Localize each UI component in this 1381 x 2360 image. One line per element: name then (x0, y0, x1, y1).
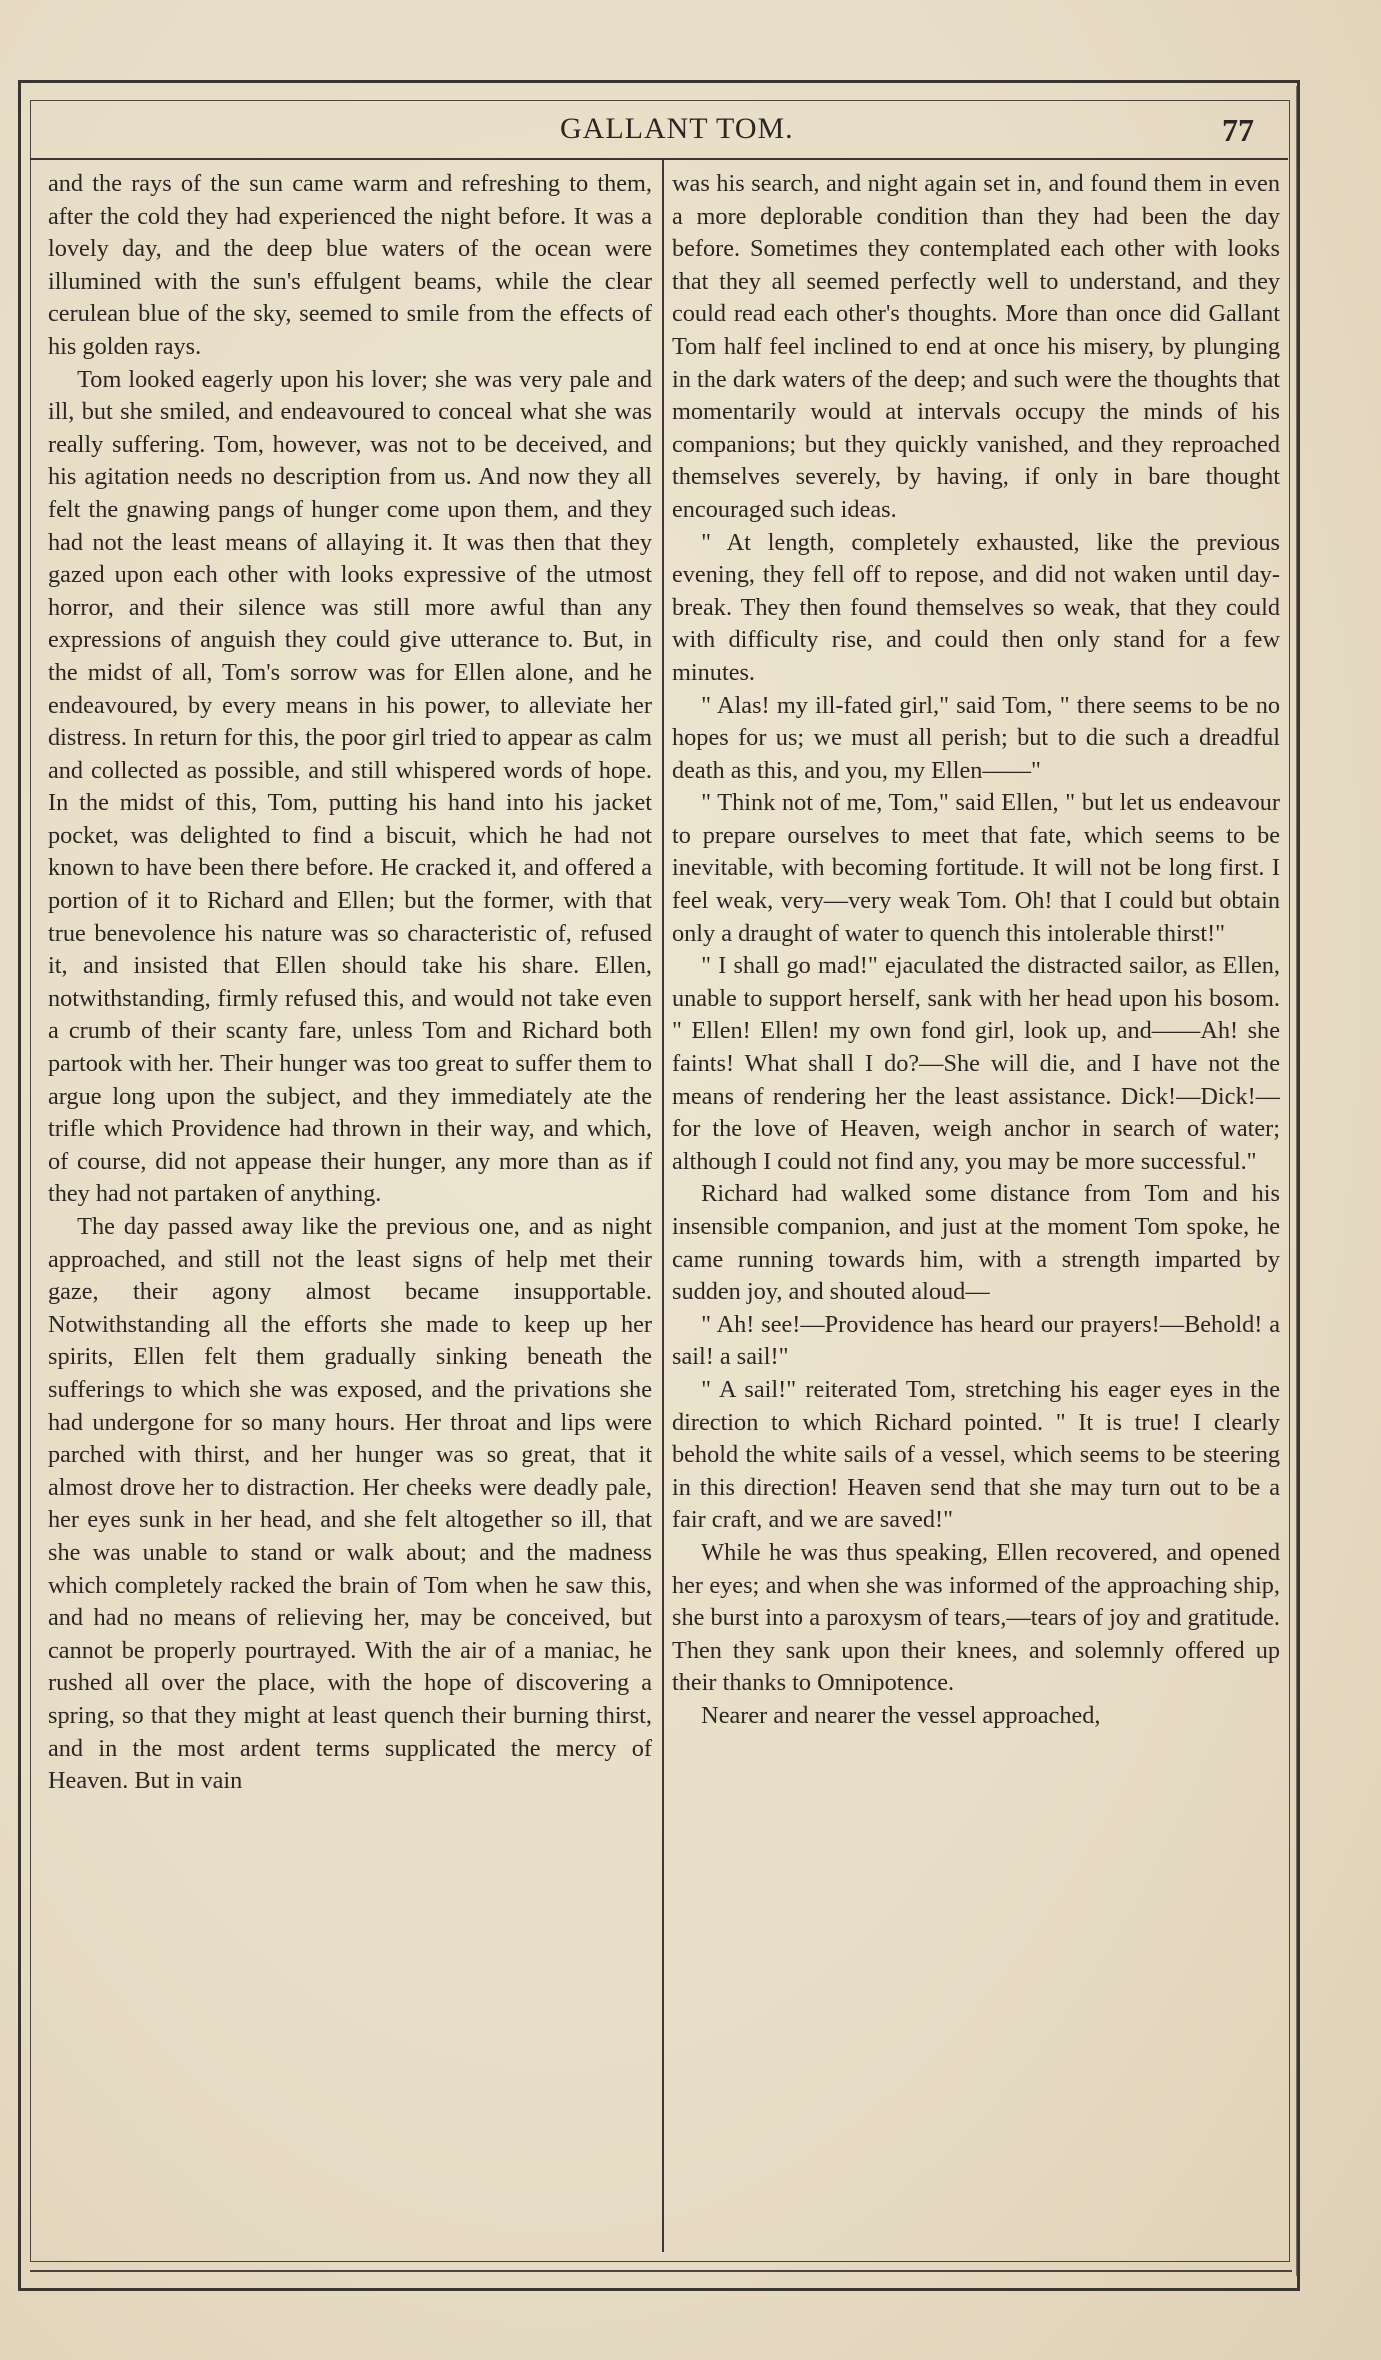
paragraph: Richard had walked some distance from Tom and his insensible companion, and just at the moment Tom spoke, he came running towards him, with a strength imparted by sudden joy, and shouted aloud— (672, 1180, 1280, 1306)
paragraph: Nearer and nearer the vessel approached, (701, 1701, 1101, 1729)
bottom-rule (30, 2270, 1292, 2272)
column-divider (662, 160, 664, 2252)
paragraph: " Think not of me, Tom," said Ellen, " but let us endeavour to prepare ourselves to meet that fate, which seems to be inevitable, with becoming fortitude. It will not be long first. I feel weak, very—very weak Tom. Oh! that I could but obtain only a draught of water to quench this intolerable thirst!" (672, 789, 1280, 947)
right-column (672, 168, 1280, 2244)
paragraph: " A sail!" reiterated Tom, stretching his eager eyes in the direction to which Richard pointed. " It is true! I clearly behold the white sails of a vessel, which seems to be steering in this direction! Heaven send that she may turn out to be a fair craft, and we are saved!" (672, 1375, 1280, 1534)
paragraph: Tom looked eagerly upon his lover; she was very pale and ill, but she smiled, and endeavoured to conceal what she was really suffering. Tom, however, was not to be deceived, and his agitation needs no description from us. And now they all felt the gnawing pangs of hunger come upon them, and they had not the least means of allaying it. It was then that they gazed upon each other with looks expressive of the utmost horror, and their silence was still more awful than any expressions of anguish they could give utterance to. But, in the midst of all, Tom's sorrow was for Ellen alone, and he endeavoured, by every means in his power, to alleviate her distress. In return for this, the poor girl tried to appear as calm and collected as possible, and still whispered words of hope. In the midst of this, Tom, putting his hand into his jacket pocket, was delighted to find a biscuit, which he had not known to have been there before. He cracked it, and offered a portion of it to Richard and Ellen; but the former, with that true benevolence his nature was so characteristic of, refused it, and insisted that Ellen should take his share. Ellen, notwithstanding, firmly refused this, and would not take even a crumb of their scanty fare, unless Tom and Richard both partook with her. Their hunger was too great to suffer them to argue long upon the subject, and they immediately ate the trifle which Providence had thrown in their way, and which, of course, did not appease their hunger, any more than as if they had not partaken of anything. (48, 365, 652, 1208)
paragraph: " Alas! my ill-fated girl," said Tom, " there seems to be no hopes for us; we must all perish; but to die such a dreadful death as this, and you, my Ellen——" (672, 691, 1280, 784)
right-margin-rule (1296, 86, 1298, 2276)
paragraph: was his search, and night again set in, and found them in even a more deplorable condition than they had been the day before. Sometimes they contemplated each other with looks that they all seemed perfectly well to understand, and they could read each other's thoughts. More than once did Gallant Tom half feel inclined to end at once his misery, by plunging in the dark waters of the deep; and such were the thoughts that momentarily would at intervals occupy the minds of his companions; but they quickly vanished, and they reproached themselves severely, by having, if only in bare thought encouraged such ideas. (672, 170, 1280, 523)
paragraph: " Ah! see!—Providence has heard our prayers!—Behold! a sail! a sail!" (672, 1310, 1280, 1371)
paragraph: The day passed away like the previous one, and as night approached, and still not the least signs of help met their gaze, their agony almost became insupportable. Notwithstanding all the efforts she made to keep up her spirits, Ellen felt them gradually sinking beneath the sufferings to which she was exposed, and the privations she had undergone for so many hours. Her throat and lips were parched with thirst, and her hunger was so great, that it almost drove her to distraction. Her cheeks were deadly pale, her eyes sunk in her head, and she felt altogether so ill, that she was unable to stand or walk about; and the madness which completely racked the brain of Tom when he saw this, and had no means of relieving her, may be conceived, but cannot be properly pourtrayed. With the air of a maniac, he rushed all over the place, with the hope of discovering a spring, so that they might at least quench their burning thirst, and in the most ardent terms supplicated the mercy of Heaven. But in vain (48, 1213, 652, 1795)
page-number: 77 (1222, 112, 1254, 148)
paragraph: " I shall go mad!" ejaculated the distracted sailor, as Ellen, unable to support herself, sank with her head upon his bosom. " Ellen! Ellen! my own fond girl, look up, and——Ah! she faints! What shall I do?—She will die, and I have not the means of rendering her the least assistance. Dick!—Dick!—for the love of Heaven, weigh anchor in search of water; although I could not find any, you may be more successful." (672, 952, 1280, 1175)
page-header (30, 100, 1288, 160)
left-column (48, 168, 652, 2244)
paragraph: While he was thus speaking, Ellen recovered, and opened her eyes; and when she was informed of the approaching ship, she burst into a paroxysm of tears,—tears of joy and gratitude. Then they sank upon their knees, and solemnly offered up their thanks to Omnipotence. (672, 1538, 1280, 1697)
paragraph: " At length, completely exhausted, like the previous evening, they fell off to repose, and did not waken until day-break. They then found themselves so weak, that they could with difficulty rise, and could then only stand for a few minutes. (672, 528, 1280, 686)
running-title: GALLANT TOM. (560, 112, 794, 145)
paragraph: and the rays of the sun came warm and refreshing to them, after the cold they had experienced the night before. It was a lovely day, and the deep blue waters of the ocean were illumined with the sun's effulgent beams, while the clear cerulean blue of the sky, seemed to smile from the effects of his golden rays. (48, 170, 652, 360)
